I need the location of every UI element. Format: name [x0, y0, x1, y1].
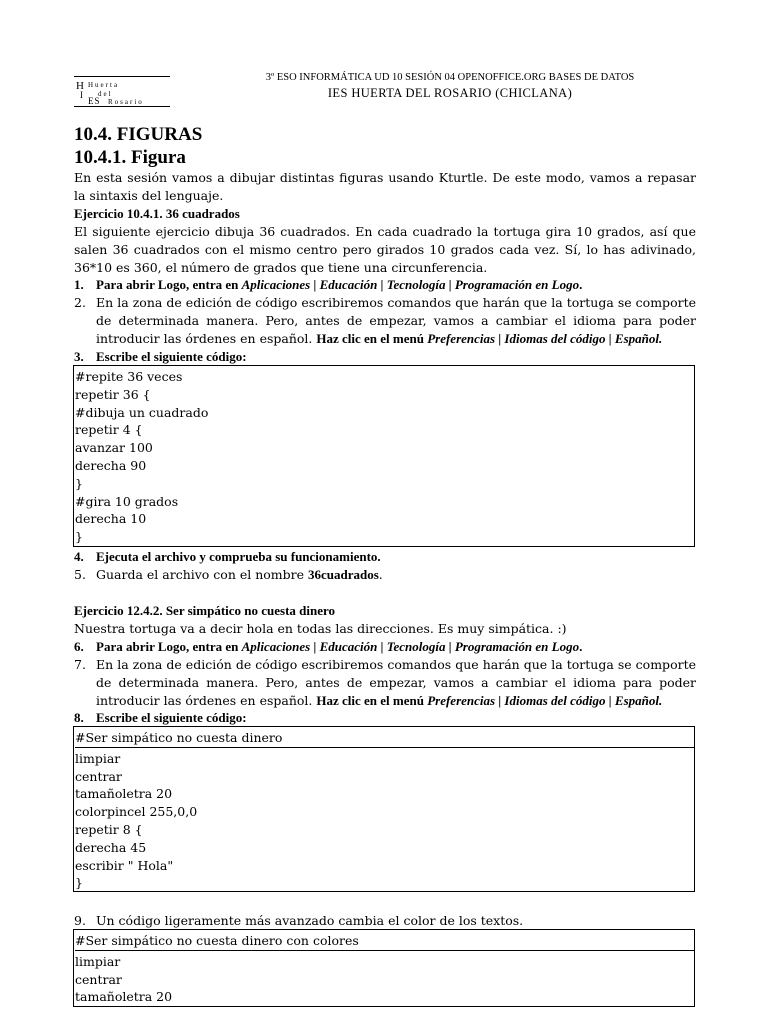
code-line: tamañoletra 20 [75, 989, 173, 1005]
code-line: centrar [75, 971, 122, 987]
menu-path: Aplicaciones | Educación | Tecnología | Programación en Logo [241, 639, 580, 654]
step-4 [74, 548, 696, 566]
step-number: 9. [74, 913, 86, 928]
logo-word-huerta: Huerta [88, 81, 120, 89]
code-header: #Ser simpático no cuesta dinero con colores [75, 932, 694, 951]
step-text: Para abrir Logo, entra en [96, 277, 242, 292]
step-3 [74, 348, 696, 366]
step-5 [74, 566, 696, 584]
step-number: 7. [74, 657, 86, 672]
menu-path: Aplicaciones | Educación | Tecnología | Programación en Logo [241, 277, 580, 292]
step-number: 8. [74, 710, 84, 725]
menu-path: Preferencias | Idiomas del código | Español. [427, 693, 663, 708]
menu-path: Preferencias | Idiomas del código | Español. [427, 331, 663, 346]
step-punct: . [579, 639, 583, 654]
code-line: } [75, 475, 83, 491]
step-2 [74, 294, 696, 348]
step-number: 4. [74, 549, 84, 564]
step-number: 3. [74, 349, 84, 364]
exercise-1-title: Ejercicio 10.4.1. 36 cuadrados [74, 206, 240, 221]
file-name: 36cuadrados [308, 567, 379, 582]
code-line: repetir 4 { [75, 422, 143, 438]
step-number: 2. [74, 295, 86, 310]
code-line: repetir 8 { [75, 821, 143, 837]
step-punct: . [579, 277, 583, 292]
step-text: Escribe el siguiente código: [96, 349, 247, 364]
exercise-1-description: El siguiente ejercicio dibuja 36 cuadrados. En cada cuadrado la tortuga gira 10 grados, así que salen 36 cuadrados con el mismo centro pero girados 10 grados cada vez. Sí, lo has adivinado, 36*10 es 360, el número de grados que tiene una circunferencia. [74, 224, 696, 275]
step-9 [74, 912, 696, 930]
logo-bottom-line [74, 106, 170, 107]
code-line: #gira 10 grados [75, 493, 179, 509]
logo-top-line [74, 76, 170, 77]
step-text: En la zona de edición de código escribiremos comandos que harán que la tortuga se comporte de determinada manera. Pero, antes de empezar, vamos a cambiar el idioma para poder introducir las órdenes en español. [96, 657, 696, 708]
code-box-hola-colores [73, 929, 695, 1007]
code-box-hola [73, 726, 695, 892]
exercise-2-title: Ejercicio 12.4.2. Ser simpático no cuesta dinero [74, 603, 336, 618]
step-instruction: Haz clic en el menú [316, 693, 428, 708]
code-header: #Ser simpático no cuesta dinero [75, 729, 694, 748]
step-number: 5. [74, 567, 86, 582]
step-6 [74, 638, 696, 656]
step-text: Ejecuta el archivo y comprueba su funcionamiento. [96, 549, 381, 564]
logo-letter-i: I [80, 90, 84, 100]
code-line: derecha 90 [75, 457, 147, 473]
step-number: 6. [74, 639, 84, 654]
school-logo [74, 74, 170, 108]
code-line: centrar [75, 768, 122, 784]
step-8 [74, 709, 696, 727]
step-1 [74, 276, 696, 294]
code-line: } [75, 875, 83, 891]
code-line: limpiar [75, 750, 121, 766]
step-punct: . [378, 567, 383, 582]
logo-letters-es: ES [88, 96, 101, 106]
code-line: derecha 10 [75, 511, 147, 527]
step-7 [74, 656, 696, 710]
code-line: avanzar 100 [75, 440, 153, 456]
header-course-line: 3º ESO INFORMÁTICA UD 10 SESIÓN 04 OPENOFFICE.ORG BASES DE DATOS [265, 72, 635, 83]
step-text: Escribe el siguiente código: [96, 710, 247, 725]
code-line: derecha 45 [75, 839, 147, 855]
code-box-36-squares [73, 365, 695, 547]
code-line: tamañoletra 20 [75, 786, 173, 802]
logo-letter-h: H [76, 80, 85, 92]
step-text: Guarda el archivo con el nombre [96, 567, 308, 582]
section-heading: 10.4. FIGURAS [74, 124, 203, 145]
code-line: escribir " Hola" [75, 857, 174, 873]
step-instruction: Haz clic en el menú [316, 331, 428, 346]
step-text: Un código ligeramente más avanzado cambia el color de los textos. [96, 913, 524, 928]
subsection-heading: 10.4.1. Figura [74, 147, 186, 168]
code-line: } [75, 529, 83, 545]
exercise-2-description: Nuestra tortuga va a decir hola en todas las direcciones. Es muy simpática. :) [74, 621, 567, 636]
code-line: #dibuja un cuadrado [75, 404, 209, 420]
code-line: repetir 36 { [75, 386, 151, 402]
logo-word-rosario: Rosario [108, 98, 144, 106]
header-school-line: IES HUERTA DEL ROSARIO (CHICLANA) [327, 86, 573, 100]
code-line: #repite 36 veces [75, 369, 183, 384]
step-text: Para abrir Logo, entra en [96, 639, 242, 654]
code-line: colorpincel 255,0,0 [75, 804, 198, 820]
logo-word-del: del [98, 90, 113, 98]
step-text: En la zona de edición de código escribiremos comandos que harán que la tortuga se comporte de determinada manera. Pero, antes de empezar, vamos a cambiar el idioma para poder introducir las órdenes en español. [96, 295, 696, 346]
step-number: 1. [74, 277, 84, 292]
intro-paragraph: En esta sesión vamos a dibujar distintas figuras usando Kturtle. De este modo, vamos a repasar la sintaxis del lenguaje. [74, 170, 696, 203]
code-line: limpiar [75, 953, 121, 969]
